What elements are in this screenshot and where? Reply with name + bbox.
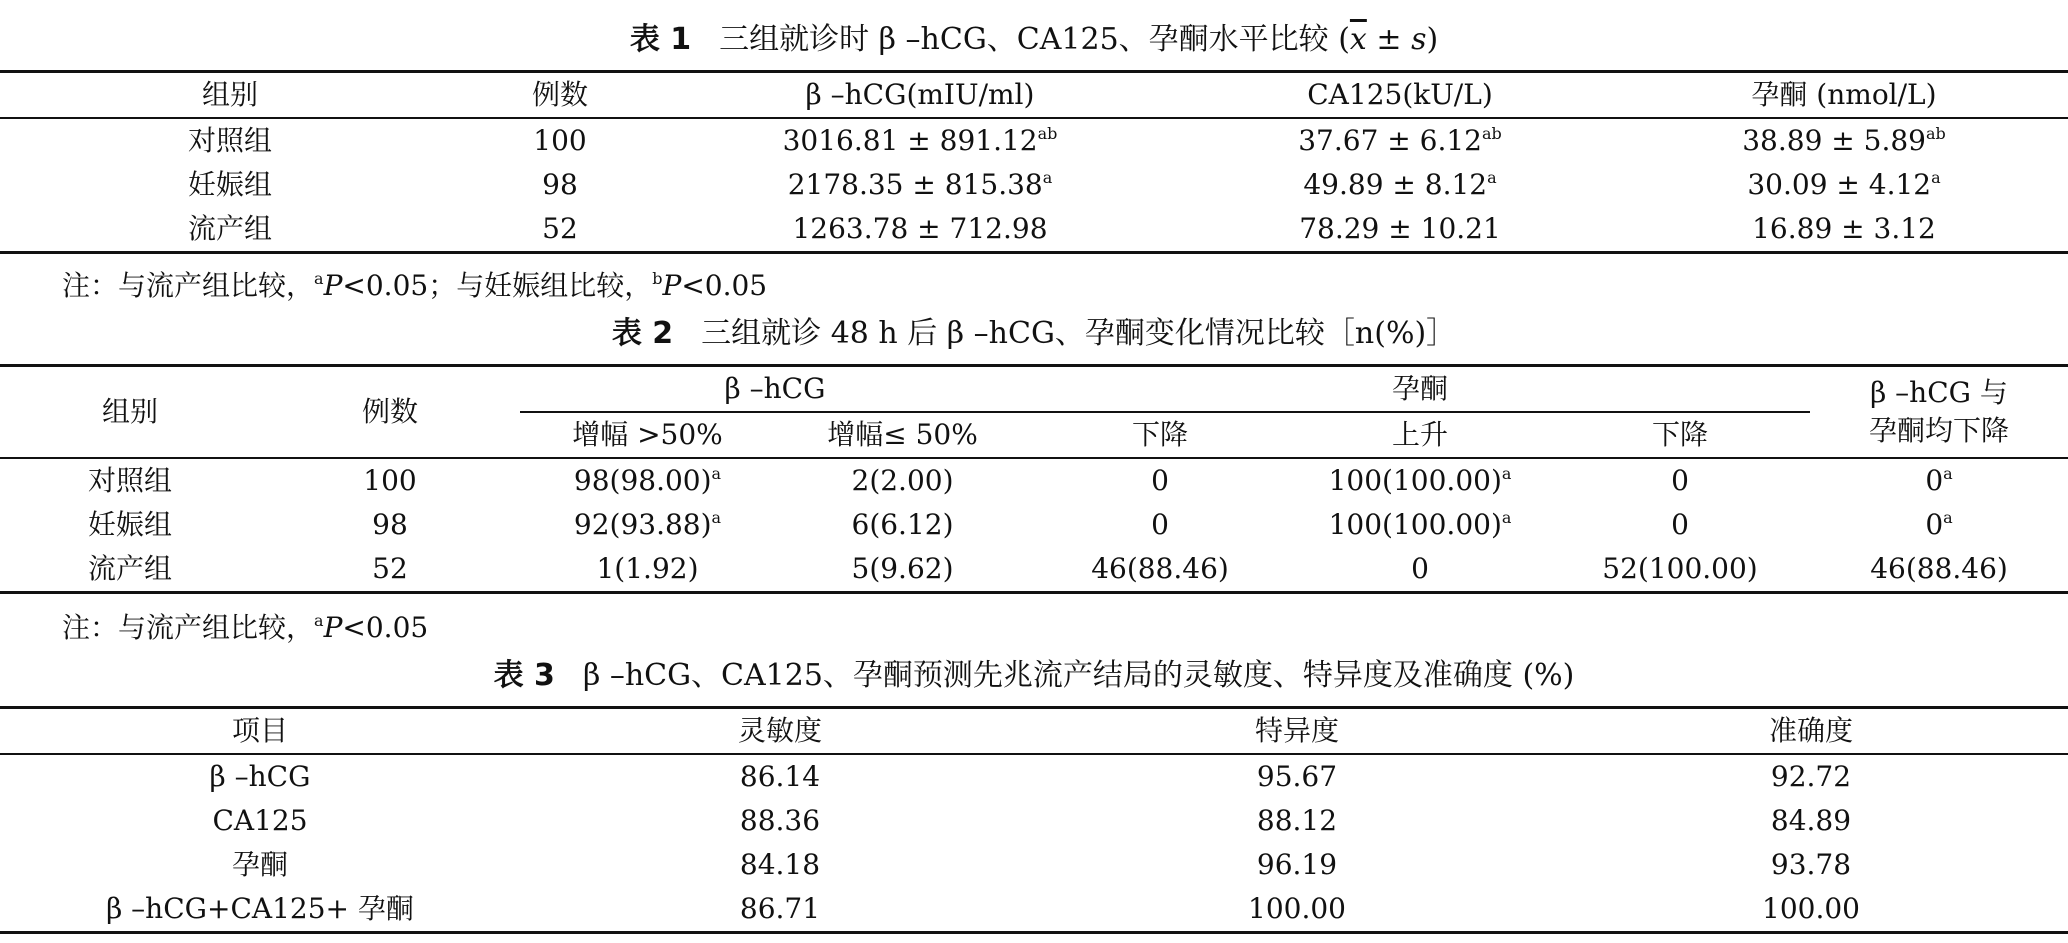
table2-header-n: 例数	[260, 366, 520, 459]
table2-header-progesterone: 孕酮	[1030, 366, 1810, 413]
table1-header-n: 例数	[460, 72, 660, 119]
table3-header-specificity: 特异度	[1040, 708, 1554, 755]
table1-caption-close: )	[1426, 22, 1439, 57]
table1-caption-pm: ±	[1366, 22, 1412, 57]
table3-cell-sensitivity: 86.14	[739, 760, 821, 793]
table1-caption-sd-symbol: s	[1411, 22, 1427, 57]
significance-mark: a	[1487, 168, 1497, 187]
table2-header-prog-decline: 下降	[1030, 412, 1290, 458]
cell-value: 37.67 ± 6.12	[1298, 124, 1482, 157]
table2-header-row	[0, 366, 2068, 413]
table2-cell	[1290, 503, 1550, 547]
table-row	[0, 118, 2068, 163]
table3-cell-sensitivity: 88.36	[739, 804, 821, 837]
table3-cell-accuracy: 100.00	[1554, 887, 2068, 933]
table-row	[0, 163, 2068, 207]
table3-caption-text: β –hCG、CA125、孕酮预测先兆流产结局的灵敏度、特异度及准确度 (%)	[582, 658, 1575, 693]
table1-cell-group: 妊娠组	[187, 168, 272, 201]
cell-value: 30.09 ± 4.12	[1747, 168, 1932, 201]
header-line: β –hCG 与	[1870, 376, 2008, 409]
table1-cell-hcg	[660, 207, 1180, 253]
table2-cell-group: 流产组	[0, 547, 260, 593]
significance-mark: a	[1501, 508, 1512, 527]
cell-value: 49.89 ± 8.12	[1303, 168, 1488, 201]
significance-mark: ab	[1925, 124, 1946, 143]
cell-value: 46(88.46)	[1870, 552, 2008, 585]
table3-cell-accuracy: 93.78	[1770, 848, 1852, 881]
significance-mark: a	[711, 464, 722, 483]
cell-value: 0	[1925, 508, 1944, 541]
table3-cell-specificity: 95.67	[1256, 760, 1338, 793]
table1-cell-progesterone	[1620, 207, 2068, 253]
table3-cell-item: 孕酮	[231, 848, 288, 881]
table1-cell-n: 52	[460, 207, 660, 253]
note-text: <0.05	[342, 611, 429, 644]
cell-value: 1263.78 ± 712.98	[792, 212, 1048, 245]
table3-cell-accuracy: 92.72	[1770, 760, 1852, 793]
table2	[0, 364, 2068, 594]
table1-cell-group: 对照组	[187, 124, 272, 157]
significance-mark: a	[1943, 464, 1953, 483]
table-row	[0, 887, 2068, 933]
table3-header-sensitivity: 灵敏度	[520, 708, 1040, 755]
note-mark-a: a	[314, 269, 324, 288]
cell-value: 100(100.00)	[1328, 464, 1502, 497]
significance-mark: a	[1931, 168, 1941, 187]
note-p-symbol: P	[323, 269, 343, 302]
table2-cell	[520, 458, 775, 503]
table2-cell	[775, 458, 1030, 503]
table1-header-group: 组别	[0, 72, 460, 119]
table3-header-item: 项目	[0, 708, 520, 755]
cell-value: 78.29 ± 10.21	[1299, 212, 1501, 245]
table2-header-prog-rise: 上升	[1290, 412, 1550, 458]
table2-cell-n: 52	[260, 547, 520, 593]
cell-value: 0	[1671, 508, 1689, 541]
cell-value: 98(98.00)	[573, 464, 712, 497]
cell-value: 38.89 ± 5.89	[1742, 124, 1926, 157]
note-mark-a: a	[314, 611, 324, 630]
table2-cell	[1810, 458, 2068, 503]
cell-value: 92(93.88)	[573, 508, 712, 541]
table1-cell-n: 100	[533, 124, 587, 157]
cell-value: 46(88.46)	[1091, 552, 1229, 585]
table2-header-prog-decline-2: 下降	[1550, 412, 1810, 458]
cell-value: 5(9.62)	[851, 552, 954, 585]
table1-label: 表 1	[629, 22, 692, 57]
cell-value: 0	[1925, 464, 1944, 497]
table1-caption	[0, 20, 2068, 60]
table1-cell-ca125	[1180, 118, 1620, 163]
table2-cell	[1290, 458, 1550, 503]
table2-header-both-decline	[1810, 366, 2068, 459]
table3-cell-specificity: 88.12	[1256, 804, 1338, 837]
table-row	[0, 458, 2068, 503]
significance-mark: ab	[1481, 124, 1502, 143]
table2-header-hcg-increase-le50: 增幅≤ 50%	[775, 412, 1030, 458]
table1-cell-group: 流产组	[0, 207, 460, 253]
table1-cell-hcg	[660, 163, 1180, 207]
table1-cell-n: 98	[542, 168, 578, 201]
cell-value: 2(2.00)	[851, 464, 954, 497]
table1-cell-progesterone	[1620, 163, 2068, 207]
note-p-symbol: P	[662, 269, 682, 302]
table2-caption	[0, 314, 2068, 354]
table1-cell-hcg	[660, 118, 1180, 163]
table-row	[0, 547, 2068, 593]
table3-cell-accuracy: 84.89	[1770, 804, 1852, 837]
table3-cell-specificity: 100.00	[1040, 887, 1554, 933]
table3	[0, 706, 2068, 934]
note-text: 注：与流产组比较，	[62, 611, 315, 644]
table2-cell	[1030, 458, 1290, 503]
table2-cell	[775, 503, 1030, 547]
cell-value: 0	[1151, 508, 1169, 541]
significance-mark: a	[711, 508, 722, 527]
table-row	[0, 754, 2068, 799]
table3-caption	[0, 656, 2068, 696]
table3-cell-item: CA125	[212, 804, 308, 837]
table2-cell	[1810, 503, 2068, 547]
cell-value: 0	[1671, 464, 1689, 497]
table2-cell	[1290, 547, 1550, 593]
table1-caption-mean-symbol: $\overline{x}$	[1349, 22, 1367, 57]
table2-cell-n: 100	[363, 464, 417, 497]
table3-header-accuracy: 准确度	[1554, 708, 2068, 755]
table1-header-progesterone: 孕酮 (nmol/L)	[1620, 72, 2068, 119]
table-row	[0, 503, 2068, 547]
note-p-symbol: P	[323, 611, 343, 644]
cell-value: 3016.81 ± 891.12	[782, 124, 1038, 157]
table3-cell-specificity: 96.19	[1256, 848, 1338, 881]
cell-value: 16.89 ± 3.12	[1752, 212, 1936, 245]
cell-value: 100(100.00)	[1328, 508, 1502, 541]
table-row	[0, 207, 2068, 253]
note-mark-b: b	[652, 269, 663, 288]
table2-cell	[775, 547, 1030, 593]
table1-caption-text: 三组就诊时 β –hCG、CA125、孕酮水平比较 (	[719, 22, 1350, 57]
table1-header-ca125: CA125(kU/L)	[1180, 72, 1620, 119]
table3-label: 表 3	[493, 658, 555, 693]
table1-note	[62, 268, 767, 304]
table3-cell-item: β –hCG+CA125+ 孕酮	[0, 887, 520, 933]
cell-value: 1(1.92)	[596, 552, 699, 585]
table-row	[0, 799, 2068, 843]
table2-header-hcg-increase-gt50: 增幅 >50%	[520, 412, 775, 458]
significance-mark: a	[1501, 464, 1512, 483]
table2-cell	[1030, 503, 1290, 547]
table2-cell-n: 98	[372, 508, 408, 541]
table2-cell-group: 妊娠组	[87, 508, 172, 541]
table2-note	[62, 610, 428, 646]
table2-cell	[1550, 547, 1810, 593]
table2-cell	[1810, 547, 2068, 593]
cell-value: 52(100.00)	[1602, 552, 1758, 585]
table3-cell-sensitivity: 86.71	[520, 887, 1040, 933]
table2-header-group: 组别	[0, 366, 260, 459]
table2-caption-text: 三组就诊 48 h 后 β –hCG、孕酮变化情况比较［n(%)］	[701, 316, 1457, 351]
table1-cell-progesterone	[1620, 118, 2068, 163]
table2-cell	[520, 547, 775, 593]
table2-cell	[1550, 458, 1810, 503]
table1-cell-ca125	[1180, 163, 1620, 207]
note-text: <0.05	[681, 269, 768, 302]
cell-value: 0	[1411, 552, 1429, 585]
note-text: <0.05；与妊娠组比较，	[342, 269, 653, 302]
significance-mark: ab	[1037, 124, 1058, 143]
cell-value: 0	[1151, 464, 1169, 497]
table2-cell-group: 对照组	[87, 464, 172, 497]
table2-cell	[520, 503, 775, 547]
table1-cell-ca125	[1180, 207, 1620, 253]
significance-mark: a	[1943, 508, 1953, 527]
table2-label: 表 2	[611, 316, 674, 351]
table-row	[0, 843, 2068, 887]
table1-header-row	[0, 72, 2068, 119]
header-line: 孕酮均下降	[1869, 414, 2010, 447]
table2-cell	[1030, 547, 1290, 593]
table1-header-hcg: β –hCG(mIU/ml)	[660, 72, 1180, 119]
table1	[0, 70, 2068, 254]
significance-mark: a	[1042, 168, 1053, 187]
table3-cell-sensitivity: 84.18	[739, 848, 821, 881]
cell-value: 2178.35 ± 815.38	[787, 168, 1043, 201]
table3-cell-item: β –hCG	[209, 760, 311, 793]
note-text: 注：与流产组比较，	[62, 269, 315, 302]
table3-header-row	[0, 708, 2068, 755]
cell-value: 6(6.12)	[851, 508, 954, 541]
table2-cell	[1550, 503, 1810, 547]
table2-header-hcg: β –hCG	[520, 366, 1030, 413]
